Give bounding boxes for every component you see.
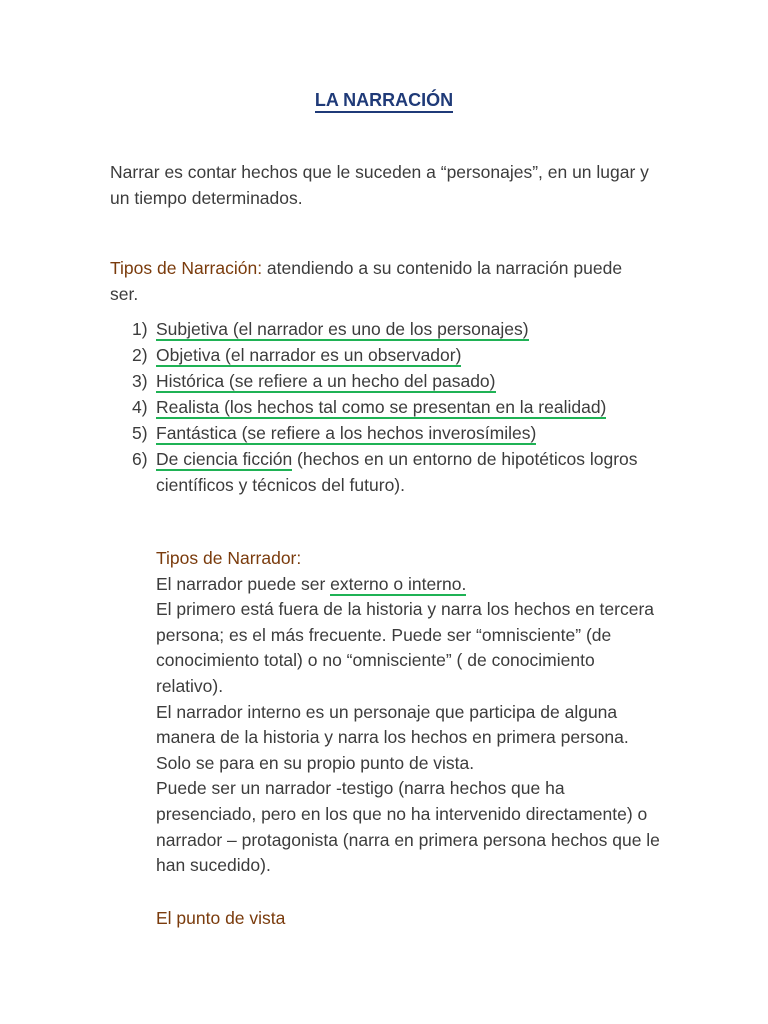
- narrador-line: [156, 572, 666, 598]
- list-item-underlined: Fantástica (se refiere a los hechos inverosímiles): [156, 423, 537, 443]
- intro-paragraph: Narrar es contar hechos que le suceden a “personajes”, en un lugar y un tiempo determinados.: [110, 162, 649, 208]
- tipos-narracion-heading: Tipos de Narración:: [110, 258, 263, 278]
- narrador-line-underlined: externo o interno.: [330, 573, 467, 594]
- narrador-testigo-paragraph: Puede ser un narrador -testigo (narra hechos que ha presenciado, pero en los que no ha intervenido directamente) o narrador – protagonista (narra en primera persona hechos que le han sucedido).: [156, 778, 660, 876]
- tipos-narracion-paragraph: [110, 255, 650, 307]
- tipos-narrador-heading: Tipos de Narrador:: [156, 548, 302, 568]
- list-item-number: 1): [132, 319, 148, 339]
- page-title-text: LA NARRACIÓN: [315, 90, 453, 113]
- narration-types-list: [110, 316, 670, 498]
- list-item-number: 5): [132, 423, 148, 443]
- narrador-interno-paragraph: El narrador interno es un personaje que participa de alguna manera de la historia y narra los hechos en primera persona. Solo se para en su propio punto de vista.: [156, 701, 629, 773]
- punto-de-vista-heading: El punto de vista: [156, 908, 286, 928]
- tipos-narracion-text: atendiendo a su contenido la narración puede ser.: [110, 258, 623, 304]
- list-item-number: 4): [132, 397, 148, 417]
- tipos-narrador-section: [156, 546, 666, 879]
- page-title: [0, 88, 768, 112]
- list-item: [110, 368, 670, 394]
- list-item-number: 3): [132, 371, 148, 391]
- list-item: [110, 446, 670, 498]
- narrador-line-prefix: El narrador puede ser: [156, 573, 331, 594]
- list-item: [110, 342, 670, 368]
- list-item: [110, 420, 670, 446]
- narrador-externo-paragraph: El primero está fuera de la historia y narra los hechos en tercera persona; es el más frecuente. Puede ser “omnisciente” (de conocimiento total) o no “omnisciente” ( de conocimiento relativo).: [156, 599, 655, 696]
- list-item-number: 2): [132, 345, 148, 365]
- list-item: [110, 316, 670, 342]
- list-item-number: 6): [132, 449, 148, 469]
- list-item-rest: (hechos en un entorno de hipotéticos logros científicos y técnicos del futuro).: [156, 449, 638, 495]
- list-item-underlined: Realista (los hechos tal como se presentan en la realidad): [156, 397, 607, 417]
- list-item-underlined: De ciencia ficción: [156, 449, 293, 469]
- list-item: [110, 394, 670, 420]
- list-item-underlined: Histórica (se refiere a un hecho del pasado): [156, 371, 496, 391]
- list-item-underlined: Subjetiva (el narrador es uno de los personajes): [156, 319, 529, 339]
- list-item-underlined: Objetiva (el narrador es un observador): [156, 345, 462, 365]
